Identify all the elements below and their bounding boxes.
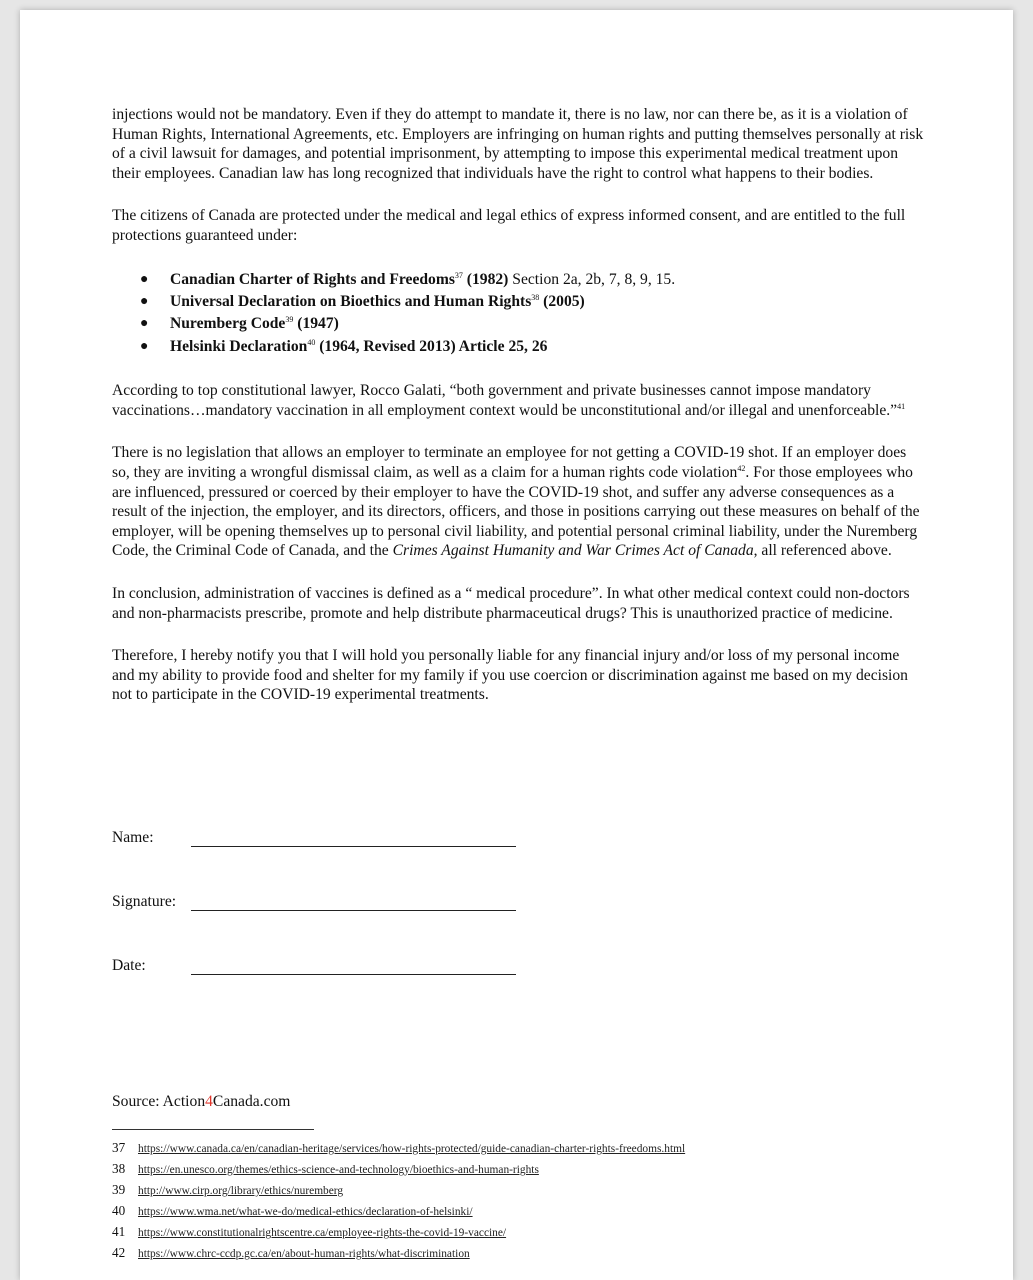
footnote-link[interactable]: https://en.unesco.org/themes/ethics-science-and-technology/bioethics-and-human-rights [138,1164,539,1176]
source-highlight: 4 [205,1093,213,1110]
list-item-year: (1982) [462,270,509,288]
footnote-number: 38 [112,1161,126,1176]
quote-text: According to top constitutional lawyer, Rocco Galati, “both government and private businesses cannot impose mandatory vaccinations…mandatory vaccination in all employment context would be unconstitutional and/or illegal and unenforceable.” [112,382,898,419]
footnote-item [112,1201,685,1222]
date-label: Date: [112,957,146,974]
footnotes [112,1138,685,1264]
name-field-row [112,829,154,847]
list-item-title: Nuremberg Code [170,315,286,333]
list-item-year: (2005) [539,292,585,310]
source-prefix: Source: Action [112,1093,206,1110]
paragraph-citizens: The citizens of Canada are protected under the medical and legal ethics of express informed consent, and are entitled to the full protections guaranteed under: [112,207,906,244]
list-item [112,313,924,335]
list-item [112,336,924,358]
footnote-item [112,1222,685,1243]
footnote-number: 40 [112,1203,126,1218]
footnote-link[interactable]: http://www.cirp.org/library/ethics/nuremberg [138,1185,344,1197]
list-item-title: Universal Declaration on Bioethics and Human Rights [170,292,532,310]
footnote-item [112,1243,685,1264]
name-line[interactable] [191,846,516,847]
act-title: Crimes Against Humanity and War Crimes Act of Canada [392,542,754,560]
list-item-year: (1964, Revised 2013) Article 25, 26 [315,337,548,355]
name-label: Name: [112,829,154,846]
signature-line[interactable] [191,910,516,911]
source-line [112,1093,290,1111]
footnote-link[interactable]: https://www.constitutionalrightscentre.ca/employee-rights-the-covid-19-vaccine/ [138,1227,507,1239]
document-page [20,10,1013,1280]
protections-list [112,269,924,359]
paragraph-galati-quote [112,381,924,420]
footnote-number: 42 [112,1245,126,1260]
paragraph-conclusion: In conclusion, administration of vaccines is defined as a “ medical procedure”. In what other medical context could non-doctors and non-pharmacists prescribe, promote and help distribute pharmaceutical drugs? This is unauthorized practice of medicine. [112,584,910,622]
paragraph-notice: Therefore, I hereby notify you that I will hold you personally liable for any financial injury and/or loss of my personal income and my ability to provide food and shelter for my family if you use coercion or discrimination against me based on my decision not to participate in the COVID-19 experimental treatments. [112,647,908,704]
source-suffix: Canada.com [212,1093,291,1110]
footnote-ref: 40 [307,337,316,347]
footnote-number: 41 [112,1224,126,1239]
list-item [112,291,924,313]
document-body [112,105,924,728]
footnote-item [112,1180,685,1201]
signature-label: Signature: [112,893,177,910]
bullet-icon: ● [140,293,149,309]
bullet-icon: ● [140,316,149,332]
footnote-link[interactable]: https://www.chrc-ccdp.gc.ca/en/about-human-rights/what-discrimination [138,1248,470,1260]
list-item-year: (1947) [293,315,339,333]
footnote-ref: 39 [285,315,294,325]
legislation-text-b: . For those employees who are influenced, pressured or coerced by their employer to have the COVID-19 shot, and suffer any adverse consequences as a result of the injection, the employer, and its directors, officers, and those in positions carrying out these measures on behalf of the employer, will be opening themselves up to personal civil liability, and potential personal criminal liability, under the Nuremberg Code, the Criminal Code of Canada, and the [112,463,920,560]
footnote-divider [112,1129,314,1130]
footnote-number: 37 [112,1140,126,1155]
footnote-link[interactable]: https://www.canada.ca/en/canadian-heritage/services/how-rights-protected/guide-canadian-charter-rights-freedoms.html [138,1143,686,1155]
date-line[interactable] [191,974,516,975]
footnote-item [112,1159,685,1180]
list-item-detail: Section 2a, 2b, 7, 8, 9, 15. [508,270,676,288]
legislation-text-a: There is no legislation that allows an employer to terminate an employee for not getting a COVID-19 shot. If an employer does so, they are inviting a wrongful dismissal claim, as well as a claim for a human rights code violation [112,444,907,481]
footnote-number: 39 [112,1182,126,1197]
bullet-icon: ● [140,338,149,354]
footnote-ref: 42 [737,463,746,473]
footnote-ref: 37 [454,270,463,280]
footnote-item [112,1138,685,1159]
footnote-link[interactable]: https://www.wma.net/what-we-do/medical-ethics/declaration-of-helsinki/ [138,1206,473,1218]
paragraph-mandate: injections would not be mandatory. Even if they do attempt to mandate it, there is no law, nor can there be, as it is a violation of Human Rights, International Agreements, etc. Employers are infringing on human rights and putting themselves personally at risk of a civil lawsuit for damages, and potential imprisonment, by attempting to impose this experimental medical treatment upon their employees. Canadian law has long recognized that individuals have the right to control what happens to their bodies. [112,106,924,182]
footnote-ref: 41 [897,401,906,411]
date-field-row [112,957,146,975]
paragraph-legislation [112,443,924,561]
footnote-ref: 38 [531,292,540,302]
bullet-icon: ● [140,271,149,287]
list-item-title: Helsinki Declaration [170,337,308,355]
signature-field-row [112,893,176,911]
list-item-title: Canadian Charter of Rights and Freedoms [170,270,455,288]
legislation-text-c: , all referenced above. [753,542,892,560]
list-item [112,269,924,291]
